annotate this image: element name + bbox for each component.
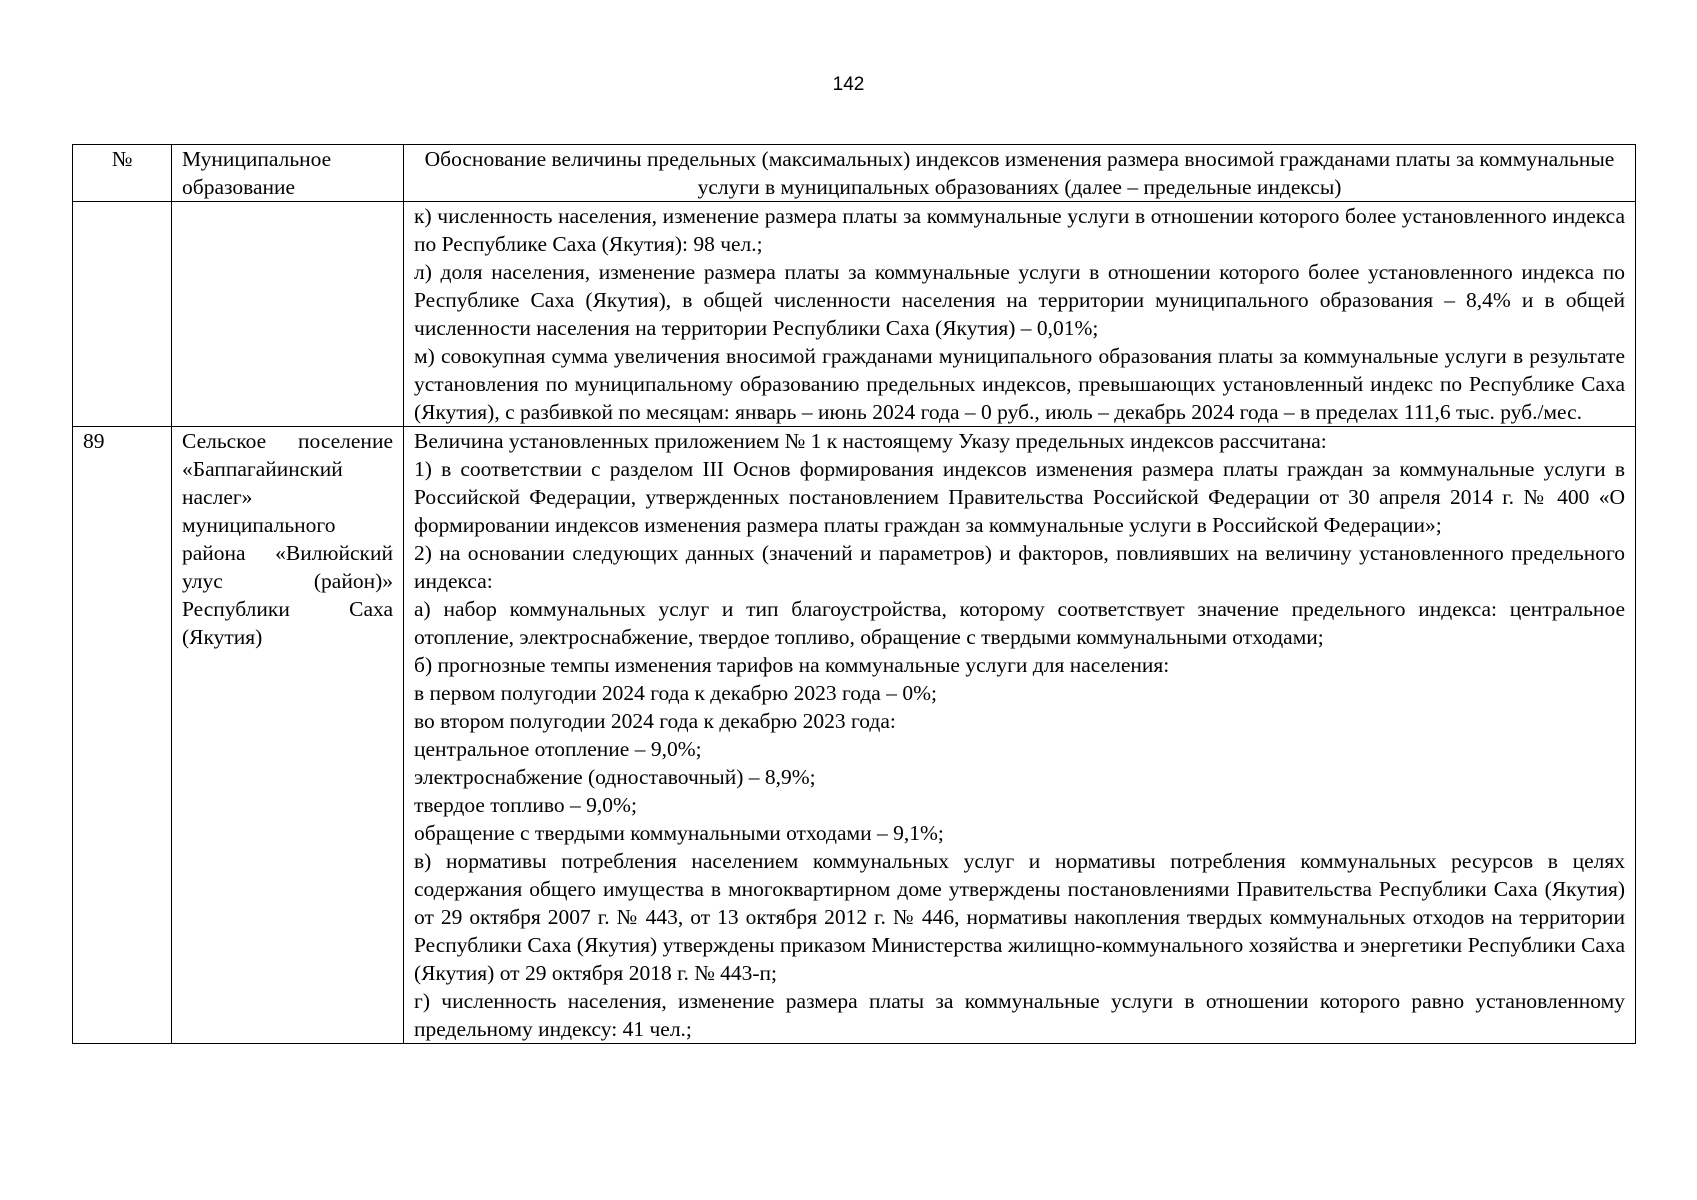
header-justification: Обоснование величины предельных (максимальных) индексов изменения размера вносимой гражданами платы за коммунальные услуги в муниципальных образованиях (далее – предельные индексы) xyxy=(404,145,1636,202)
paragraph-m: м) совокупная сумма увеличения вносимой гражданами муниципального образования платы за коммунальные услуги в результате установления по муниципальному образованию предельных индексов, превышающих установленный индекс по Республике Саха (Якутия), с разбивкой по месяцам: январь – июнь 2024 года – 0 руб., июль – декабрь 2024 года – в пределах 111,6 тыс. руб./мес. xyxy=(414,344,1625,424)
row-number xyxy=(73,202,172,427)
table-header-row xyxy=(73,145,1636,202)
row-justification xyxy=(404,202,1636,427)
municipality-name: Сельское поселение «Баппагайинский наслег» муниципального района «Вилюйский улус (район)» Республики Саха (Якутия) xyxy=(182,429,393,649)
paragraph-intro: Величина установленных приложением № 1 к настоящему Указу предельных индексов рассчитана: xyxy=(414,429,1327,453)
row-justification xyxy=(404,427,1636,1044)
page-number: 142 xyxy=(832,74,865,95)
paragraph-l: л) доля населения, изменение размера платы за коммунальные услуги в отношении которого более установленного индекса по Республике Саха (Якутия), в общей численности населения на территории муниципального образования – 8,4% и в общей численности населения на территории Республики Саха (Якутия) – 0,01%; xyxy=(414,260,1625,340)
paragraph-1: 1) в соответствии с разделом III Основ формирования индексов изменения размера платы граждан за коммунальные услуги в Российской Федерации, утвержденных постановлением Правительства Российской Федерации от 30 апреля 2014 г. № 400 «О формировании индексов изменения размера платы граждан за коммунальные услуги в Российской Федерации»; xyxy=(414,457,1625,537)
row-municipality xyxy=(172,427,404,1044)
header-number: № xyxy=(73,145,172,202)
paragraph-v: в) нормативы потребления населением коммунальных услуг и нормативы потребления коммунальных ресурсов в целях содержания общего имущества в многоквартирном доме утверждены постановлениями Правительства Республики Саха (Якутия) от 29 октября 2007 г. № 443, от 13 октября 2012 г. № 446, нормативы накопления твердых коммунальных отходов на территории Республики Саха (Якутия) утверждены приказом Министерства жилищно-коммунального хозяйства и энергетики Республики Саха (Якутия) от 29 октября 2018 г. № 443-п; xyxy=(414,849,1625,985)
table-row-89 xyxy=(73,427,1636,1044)
paragraph-heating: центральное отопление – 9,0%; xyxy=(414,737,702,761)
paragraph-a: а) набор коммунальных услуг и тип благоустройства, которому соответствует значение предельного индекса: центральное отопление, электроснабжение, твердое топливо, обращение с твердыми коммунальными отходами; xyxy=(414,597,1625,649)
justification-table xyxy=(72,144,1636,1044)
paragraph-g: г) численность населения, изменение размера платы за коммунальные услуги в отношении которого равно установленному предельному индексу: 41 чел.; xyxy=(414,989,1625,1041)
row-number: 89 xyxy=(73,427,172,1044)
table-row-continuation xyxy=(73,202,1636,427)
paragraph-b: б) прогнозные темпы изменения тарифов на коммунальные услуги для населения: xyxy=(414,653,1170,677)
paragraph-b-first-half: в первом полугодии 2024 года к декабрю 2023 года – 0%; xyxy=(414,681,937,705)
paragraph-electricity: электроснабжение (одноставочный) – 8,9%; xyxy=(414,765,816,789)
paragraph-b-second-half: во втором полугодии 2024 года к декабрю 2023 года: xyxy=(414,709,896,733)
paragraph-2: 2) на основании следующих данных (значений и параметров) и факторов, повлиявших на величину установленного предельного индекса: xyxy=(414,541,1625,593)
paragraph-waste: обращение с твердыми коммунальными отходами – 9,1%; xyxy=(414,821,944,845)
header-municipality: Муниципальное образование xyxy=(172,145,404,202)
paragraph-k: к) численность населения, изменение размера платы за коммунальные услуги в отношении которого более установленного индекса по Республике Саха (Якутия): 98 чел.; xyxy=(414,204,1625,256)
row-municipality xyxy=(172,202,404,427)
paragraph-solid-fuel: твердое топливо – 9,0%; xyxy=(414,793,637,817)
